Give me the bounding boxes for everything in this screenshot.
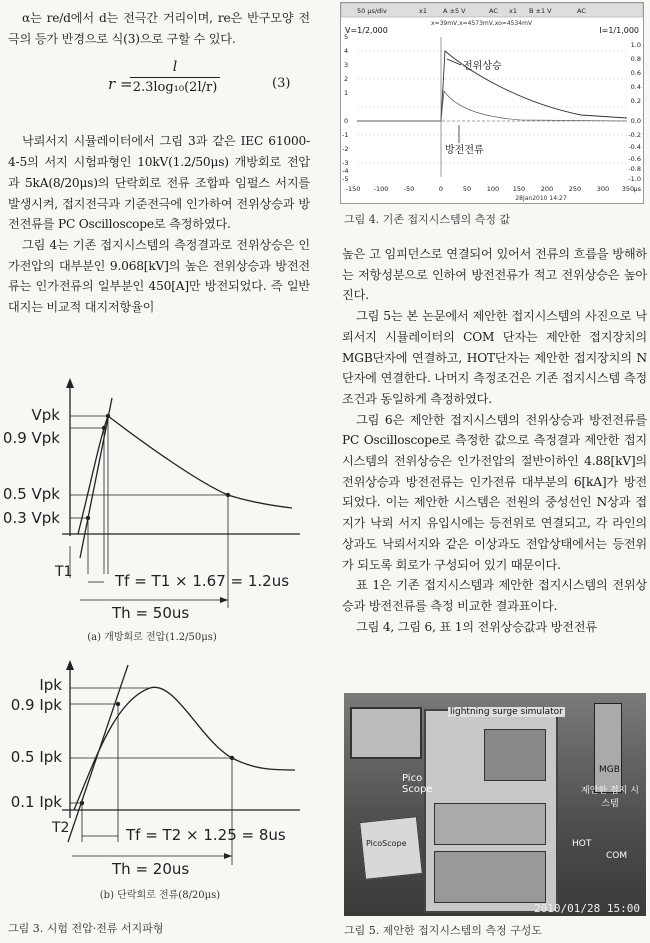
equation-denominator: 2.3log₁₀(2l/r) xyxy=(132,80,218,96)
figure-4-oscilloscope xyxy=(340,2,644,204)
right-paragraph-3: 그림 6은 제안한 접지시스템의 전위상승과 방전전류를 PC Oscilloscope로 측정한 값으로 측정결과 제안한 접지시스템의 전위상승은 인가전압의 절반이하인 4.88[kV]의 전위상승과 방전전류는 인가전류 대부분의 6[kA]가 방전되었다. 이는 제안한 시스템은 전원의 중성선인 N상과 접지가 낙뢰 서지 유입시에는 등전위로 연결되고, 각 라인의 상과도 낙뢰서지와 같은 이상과도 전압상태에서는 등전위가 되도록 회로가 구성되어 있기 때문이다. xyxy=(342,412,647,572)
current-trace xyxy=(357,91,627,121)
figure-3-caption: 그림 3. 시험 전압·전류 서지파형 xyxy=(8,922,164,935)
y-label-ipk: Ipk xyxy=(39,676,62,694)
simulator-panel xyxy=(484,729,546,781)
toolbar-x1b[interactable]: x1 xyxy=(509,7,517,15)
figure-3b-current-waveform xyxy=(0,660,310,910)
y-label-09ipk: 0.9 Ipk xyxy=(10,696,62,714)
t2-label: T2 xyxy=(52,820,70,836)
left-tick: 2 xyxy=(344,75,349,83)
picoscope-box xyxy=(359,816,423,880)
y-label-05vpk: 0.5 Vpk xyxy=(2,485,60,503)
left-tick: -2 xyxy=(342,145,349,153)
left-tick: 3 xyxy=(344,61,349,69)
figure-3a-voltage-waveform xyxy=(0,378,310,648)
left-tick: -3 xyxy=(342,159,349,167)
laptop xyxy=(350,707,422,759)
x-tick: 150 xyxy=(512,185,526,193)
toolbar-ac-b[interactable]: AC xyxy=(577,7,586,15)
x-tick: 350 xyxy=(621,185,635,193)
x-tick: 100 xyxy=(486,185,500,193)
paragraph-1: 낙뢰서지 시뮬레이터에서 그림 3과 같은 IEC 61000-4-5의 서지 시험파형인 10kV(1.2/50μs) 개방회로 전압과 5kA(8/20μs)의 단락회로 전류 조합파 임펄스 서지를 발생시켜, 접지전극과 기준전극에 인가하여 전위상승과 방전전류를 PC Oscilloscope로 측정하였다. xyxy=(8,134,310,232)
right-column xyxy=(342,244,647,637)
tf-voltage-label: Tf = T1 × 1.67 = 1.2us xyxy=(115,572,290,590)
toolbar-range-b[interactable]: B ±1 V xyxy=(529,7,552,15)
equation-3 xyxy=(8,53,310,125)
th-current-label: Th = 20us xyxy=(112,860,190,878)
x-tick: -150 xyxy=(345,185,361,193)
label-proposed-grounding: 제안한 접지 시스템 xyxy=(581,786,639,809)
right-tick: -0.6 xyxy=(628,155,641,163)
figure-3a-caption: (a) 개방회로 전압(1.2/50μs) xyxy=(87,632,217,643)
equation-fraction xyxy=(130,59,220,95)
y-label-vpk: Vpk xyxy=(31,406,60,424)
toolbar-timebase[interactable]: 50 μs/div xyxy=(357,7,387,15)
right-paragraph-1: 높은 고 임피던스로 연결되어 있어서 전류의 흐름을 방해하는 저항성분으로 인하여 방전전류가 적고 전위상승은 높아진다. xyxy=(342,247,647,303)
figure-5-caption: 그림 5. 제안한 접지시스템의 측정 구성도 xyxy=(344,924,542,937)
paragraph-2: 그림 4는 기존 접지시스템의 측정결과로 전위상승은 인가전압의 대부분인 9.068[kV]의 높은 전위상승과 방전전류는 인가전류의 일부분인 450[A]만 방전되었다. 즉 일반 대지는 비교적 대지저항율이 xyxy=(8,237,310,315)
x-tick: 250 xyxy=(568,185,582,193)
x-tick: -100 xyxy=(373,185,389,193)
equation-tag: (3) xyxy=(272,76,291,92)
readout: x=39mV,x=4573mV,xo=4534mV xyxy=(431,20,533,27)
simulator-base xyxy=(434,851,546,903)
label-pico-scope: Pico Scope xyxy=(402,773,433,795)
simulator-drawer xyxy=(434,803,546,845)
left-tick: 5 xyxy=(344,33,349,41)
th-voltage-label: Th = 50us xyxy=(112,604,190,622)
label-simulator: lightning surge simulator xyxy=(450,707,563,717)
photo-timestamp: 2010/01/28 15:00 xyxy=(534,902,640,915)
current-curve xyxy=(74,687,295,810)
label-hot: HOT xyxy=(572,839,592,849)
equation-lhs: r = xyxy=(108,75,133,94)
ratio-current: I=1/1,000 xyxy=(599,26,639,35)
right-tick: 1.0 xyxy=(630,41,641,49)
right-tick: 0.8 xyxy=(630,55,641,63)
label-voltage-rise: 전위상승 xyxy=(463,61,502,72)
label-com: COM xyxy=(606,851,628,861)
equation-numerator: l xyxy=(172,59,178,76)
toolbar-ac-a[interactable]: AC xyxy=(489,7,498,15)
right-tick: -0.8 xyxy=(628,165,641,173)
y-label-03vpk: 0.3 Vpk xyxy=(2,509,60,527)
right-tick: 0.0 xyxy=(630,117,641,125)
left-tick: 1 xyxy=(344,89,349,97)
t1-label: T1 xyxy=(55,564,73,580)
left-tick: -5 xyxy=(342,175,349,183)
tf-current-label: Tf = T2 × 1.25 = 8us xyxy=(126,826,286,844)
grounding-system xyxy=(594,703,622,793)
y-axis-arrow xyxy=(66,378,74,388)
y-label-05ipk: 0.5 Ipk xyxy=(10,748,62,766)
y-label-09vpk: 0.9 Vpk xyxy=(2,429,60,447)
toolbar-range-a[interactable]: A ±5 V xyxy=(443,7,466,15)
figure-3b-caption: (b) 단락회로 전류(8/20μs) xyxy=(99,890,221,901)
right-tick: -0.2 xyxy=(628,131,641,139)
left-tick: -4 xyxy=(342,167,349,175)
voltage-curve xyxy=(78,416,292,534)
x-tick: -50 xyxy=(403,185,415,193)
x-tick: 50 xyxy=(462,185,472,193)
left-column xyxy=(8,8,310,318)
right-paragraph-5: 그림 4, 그림 6, 표 1의 전위상승값과 방전전류 xyxy=(356,619,597,634)
x-unit: μs xyxy=(633,185,641,193)
left-tick: 4 xyxy=(344,47,349,55)
label-picoscope-brand: PicoScope xyxy=(366,839,407,848)
y-label-01ipk: 0.1 Ipk xyxy=(10,793,62,811)
x-tick: 300 xyxy=(596,185,610,193)
figure-5-photo xyxy=(344,693,646,916)
right-paragraph-4: 표 1은 기존 접지시스템과 제안한 접지시스템의 전위상승과 방전전류를 측정 비교한 결과표이다. xyxy=(342,578,647,613)
label-discharge-current: 방전전류 xyxy=(445,145,484,156)
right-tick: 0.4 xyxy=(630,83,641,91)
intro-paragraph: α는 re/d에서 d는 전극간 거리이며, re은 반구모양 전극의 등가 반경으로 식(3)으로 구할 수 있다. xyxy=(8,11,310,46)
fraction-bar xyxy=(130,77,220,78)
left-tick: 0 xyxy=(344,117,349,125)
toolbar-x1a[interactable]: x1 xyxy=(419,7,427,15)
right-tick: -0.4 xyxy=(628,143,641,151)
right-paragraph-2: 그림 5는 본 논문에서 제안한 접지시스템의 사진으로 낙뢰서지 시뮬레이터의 COM 단자는 제안한 접지장치의 MGB단자에 연결하고, HOT단자는 제안한 접지장치의 N단자에 연결한다. 나머지 측정조건은 기존 접지시스템 측정조건과 동일하게 측정하였다. xyxy=(342,309,647,406)
right-tick: 0.6 xyxy=(630,69,641,77)
left-tick: -1 xyxy=(342,131,349,139)
right-tick: -1.0 xyxy=(628,175,641,183)
figure-4-caption: 그림 4. 기존 접지시스템의 측정 값 xyxy=(344,213,511,226)
right-tick: 0.2 xyxy=(630,97,641,105)
x-tick: 200 xyxy=(540,185,554,193)
scope-timestamp: 28Jan2010 14:27 xyxy=(515,195,567,202)
x-tick: 0 xyxy=(438,185,444,193)
ratio-voltage: V=1/2,000 xyxy=(345,26,388,35)
label-mgb: MGB xyxy=(599,765,620,775)
